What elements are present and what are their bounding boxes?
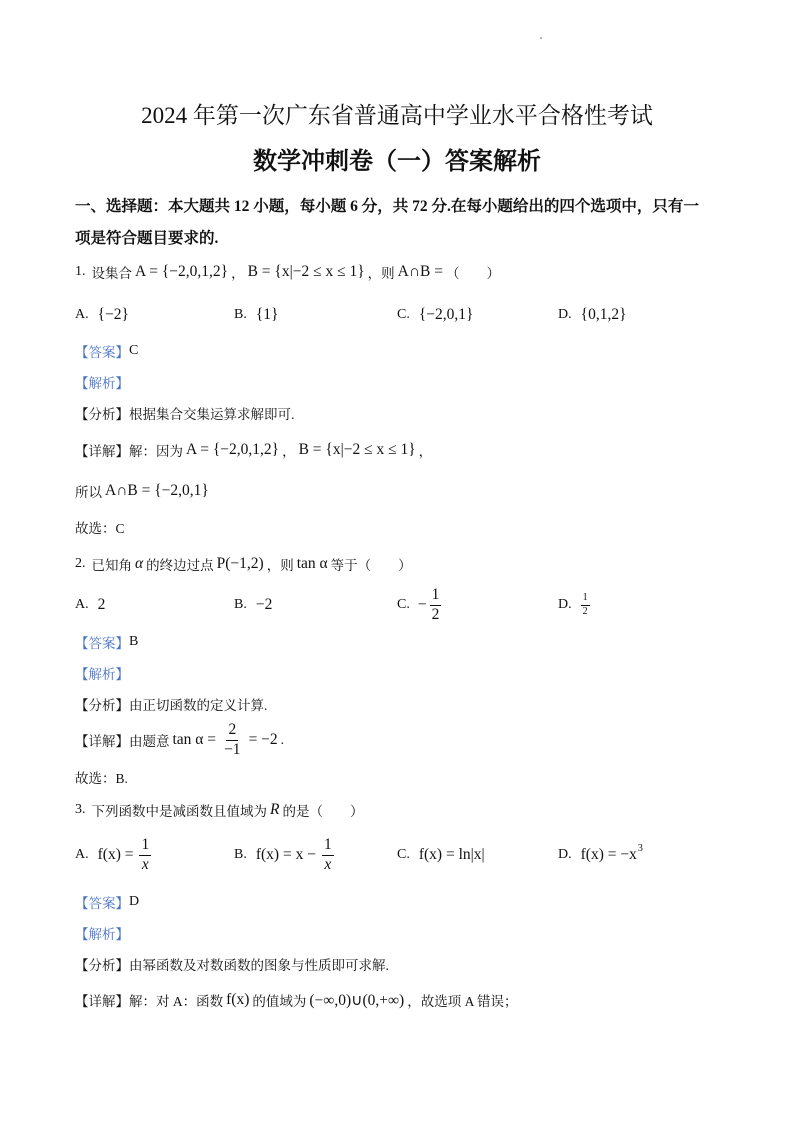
conclusion-text: 所以 (75, 485, 102, 500)
page-speck (540, 37, 542, 39)
q3-stem (75, 795, 734, 825)
fenxi-text: 由正切函数的定义计算. (129, 698, 268, 713)
option-a (75, 833, 154, 877)
question-number: 1. (75, 264, 86, 279)
xiangjie-math: B = {x|−2 ≤ x ≤ 1} (298, 441, 416, 458)
fenxi-label: 【分析】 (75, 958, 129, 973)
xiangjie-text: ，故选项 A 错误； (407, 994, 518, 1009)
section-heading-continued: 项是符合题目要求的. (75, 230, 219, 247)
option-a (75, 300, 132, 330)
xiangjie-text: 的值域为 (252, 994, 307, 1009)
option-letter: D. (558, 847, 572, 862)
stem-math: R (270, 801, 280, 818)
option-d (558, 833, 643, 877)
stem-text: （ ） (446, 266, 500, 281)
option-letter: D. (558, 597, 572, 612)
stem-math: A∩B = (397, 263, 443, 280)
conclusion-math: A∩B = {−2,0,1} (105, 482, 209, 499)
option-fraction (430, 587, 442, 623)
answer-label: 【答案】 (75, 636, 129, 651)
q2-choice: 故选：B. (75, 771, 128, 786)
q2-options (0, 583, 794, 627)
stem-math: α (135, 555, 144, 572)
option-value: {−2,0,1} (418, 306, 474, 323)
q3-jiexi (75, 918, 734, 948)
fraction-numerator: 1 (322, 837, 334, 855)
fraction-denominator: x (324, 855, 332, 873)
xiangjie-text: 解：对 A：函数 (129, 994, 224, 1009)
option-expression: f(x) = −x (580, 846, 637, 863)
question-number: 3. (75, 802, 86, 817)
q1-jiexi (75, 367, 734, 397)
xiangjie-text: ， (418, 444, 433, 459)
xiangjie-text: . (280, 732, 285, 747)
document-subtitle: 数学冲刺卷（一）答案解析 (253, 148, 541, 173)
q2-fenxi (75, 689, 734, 719)
q1-options (0, 300, 794, 330)
option-letter: B. (234, 847, 247, 862)
xiangjie-label: 【详解】 (75, 444, 129, 459)
fraction-denominator: x (141, 855, 149, 873)
option-sign: − (417, 596, 427, 613)
fraction-numerator: 1 (430, 587, 442, 605)
option-exponent: 3 (637, 842, 643, 854)
option-c (397, 833, 488, 877)
option-a (75, 583, 108, 627)
option-value: {0,1,2} (580, 306, 627, 323)
option-letter: C. (397, 847, 410, 862)
fraction-numerator: 1 (581, 593, 590, 606)
stem-text: ， (231, 266, 245, 281)
q1-answer (75, 336, 734, 366)
fraction-numerator: 1 (139, 837, 151, 855)
stem-text: 等于（ ） (330, 558, 412, 573)
stem-text: 的终边过点 (146, 558, 214, 573)
jiexi-label: 【解析】 (75, 667, 129, 682)
q2-answer (75, 627, 734, 657)
q3-xiangjie (75, 985, 734, 1015)
option-value: {1} (255, 306, 279, 323)
answer-value: C (129, 343, 139, 358)
option-d (558, 300, 630, 330)
answer-label: 【答案】 (75, 896, 129, 911)
option-value: {−2} (97, 306, 129, 323)
fenxi-text: 根据集合交集运算求解即可. (129, 407, 295, 422)
xiangjie-text: ， (282, 444, 296, 459)
option-c (397, 300, 476, 330)
option-value: −2 (255, 596, 273, 613)
option-expression: f(x) = x − (255, 846, 316, 863)
stem-math: P(−1,2) (216, 555, 264, 572)
xiangjie-label: 【详解】 (75, 994, 129, 1009)
xiangjie-fraction (222, 722, 243, 758)
q2-stem (75, 549, 734, 579)
option-b (234, 300, 281, 330)
q2-jiexi (75, 658, 734, 688)
option-c (397, 583, 444, 627)
q3-answer (75, 887, 734, 917)
fenxi-text: 由幂函数及对数函数的图象与性质即可求解. (129, 958, 389, 973)
stem-text: 设集合 (91, 266, 132, 281)
document-title: 2024 年第一次广东省普通高中学业水平合格性考试 (141, 102, 653, 128)
stem-math: B = {x|−2 ≤ x ≤ 1} (247, 263, 365, 280)
fraction-denominator: 2 (582, 605, 588, 617)
q1-fenxi (75, 398, 734, 428)
fraction-denominator: −1 (224, 740, 241, 758)
stem-text: 的是（ ） (282, 804, 364, 819)
fenxi-label: 【分析】 (75, 698, 129, 713)
option-letter: D. (558, 307, 572, 322)
stem-text: ，则 (266, 558, 294, 573)
fraction-denominator: 2 (431, 605, 440, 623)
answer-value: D (129, 894, 140, 909)
option-letter: C. (397, 597, 410, 612)
xiangjie-math: (−∞,0)∪(0,+∞) (309, 991, 405, 1009)
stem-text: ，则 (367, 266, 395, 281)
option-letter: C. (397, 307, 410, 322)
answer-label: 【答案】 (75, 345, 129, 360)
jiexi-label: 【解析】 (75, 376, 129, 391)
answer-value: B (129, 634, 139, 649)
section-heading: 一、选择题：本大题共 12 小题，每小题 6 分，共 72 分.在每小题给出的四个选项中，只有一 (75, 198, 699, 215)
q1-stem (75, 257, 734, 287)
xiangjie-text: 由题意 (129, 734, 170, 749)
stem-text: 下列函数中是减函数且值域为 (91, 804, 267, 819)
stem-math: A = {−2,0,1,2} (135, 263, 229, 280)
option-letter: A. (75, 307, 89, 322)
xiangjie-math: = −2 (248, 731, 278, 748)
option-value: 2 (97, 596, 106, 613)
xiangjie-text: 解：因为 (129, 444, 183, 459)
option-letter: B. (234, 307, 247, 322)
question-number: 2. (75, 556, 86, 571)
q1-xiangjie (75, 435, 734, 465)
option-letter: A. (75, 597, 89, 612)
option-letter: B. (234, 597, 247, 612)
fraction-numerator: 2 (226, 722, 238, 740)
option-b (234, 833, 337, 877)
option-letter: A. (75, 847, 89, 862)
q2-xiangjie (75, 720, 734, 760)
xiangjie-math: f(x) (226, 991, 250, 1008)
stem-text: 已知角 (91, 558, 132, 573)
fenxi-label: 【分析】 (75, 407, 129, 422)
option-expression: f(x) = ln|x| (418, 846, 485, 863)
q1-conclusion (75, 476, 734, 506)
option-fraction (581, 593, 590, 617)
xiangjie-label: 【详解】 (75, 734, 129, 749)
jiexi-label: 【解析】 (75, 927, 129, 942)
xiangjie-math: tan α = (172, 731, 217, 748)
option-fraction (322, 837, 334, 873)
q1-choice: 故选：C (75, 521, 125, 536)
q3-options (0, 833, 794, 877)
option-d (558, 583, 593, 627)
option-expression: f(x) = (97, 846, 134, 863)
option-fraction (139, 837, 151, 873)
stem-math: tan α (296, 555, 328, 572)
q3-fenxi (75, 949, 734, 979)
xiangjie-math: A = {−2,0,1,2} (186, 441, 280, 458)
option-b (234, 583, 275, 627)
